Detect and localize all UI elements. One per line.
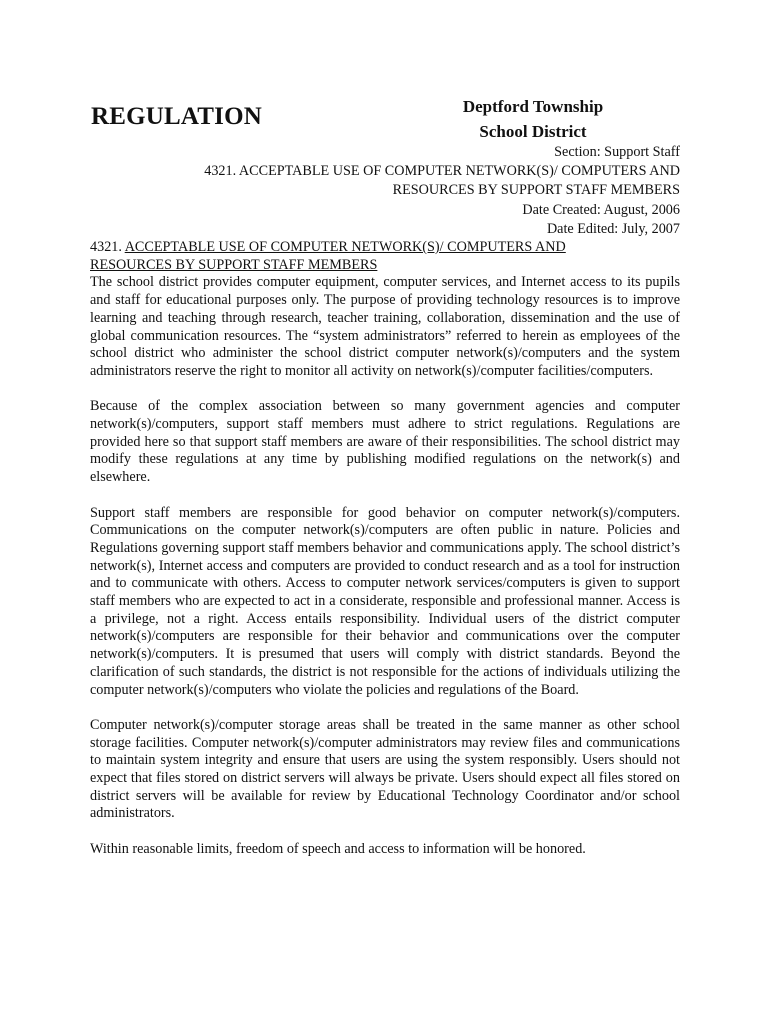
paragraph: Computer network(s)/computer storage areas shall be treated in the same manner as other school storage facilities. Computer network(s)/computer administrators may review files and communications to maintain system integrity and ensure that users are using the system responsibly. Users should not expect that files stored on district servers will always be private. Users should expect all files stored on district servers will be available for review by Educational Technology Coordinator and/or school administrators. — [90, 716, 680, 822]
section-label: Section: Support Staff — [554, 144, 680, 160]
district-name-line1: Deptford Township — [462, 97, 604, 116]
district-name-line2: School District — [479, 122, 587, 141]
section-heading-line1: ACCEPTABLE USE OF COMPUTER NETWORK(S)/ COMPUTERS AND — [124, 239, 566, 255]
district-name — [440, 94, 626, 144]
section-heading-line2: RESOURCES BY SUPPORT STAFF MEMBERS — [90, 256, 378, 273]
regulation-body — [90, 239, 680, 876]
section-heading-number: 4321. — [90, 239, 125, 255]
paragraph: Within reasonable limits, freedom of speech and access to information will be honored. — [90, 840, 586, 857]
date-created: Date Created: August, 2006 — [522, 201, 680, 218]
policy-title-line1: 4321. ACCEPTABLE USE OF COMPUTER NETWORK(S)/ COMPUTERS AND — [204, 163, 680, 180]
paragraph: Because of the complex association between so many government agencies and computer network(s)/computers, support staff members must adhere to strict regulations. Regulations are provided here so that support staff members are aware of their responsibilities. The school district may modify these regulations at any time by publishing modified regulations on the network(s) and elsewhere. — [90, 398, 680, 486]
policy-title-line2: RESOURCES BY SUPPORT STAFF MEMBERS — [392, 182, 680, 199]
section-heading — [90, 239, 680, 257]
paragraph: Support staff members are responsible for good behavior on computer network(s)/computers. Communications on the computer network(s)/computers are often public in nature. Policies and Regulations governing support staff members behavior and communications apply. The school district’s network(s), Internet access and computers are provided to conduct research and as a tool for instruction and to communicate with others. Access to computer network services/computers is given to support staff members who are expected to act in a considerate, responsible and professional manner. Access is a privilege, not a right. Access entails responsibility. Individual users of the district computer network(s)/computers are responsible for their behavior and communications over the computer network(s)/computers. It is presumed that users will comply with district standards. Beyond the clarification of such standards, the district is not responsible for the actions of individuals utilizing the computer network(s)/computers who violate the policies and regulations of the Board. — [90, 504, 680, 698]
policy-meta — [80, 143, 680, 239]
document-type-title: REGULATION — [91, 103, 263, 130]
date-edited: Date Edited: July, 2007 — [546, 220, 680, 237]
paragraph: The school district provides computer equipment, computer services, and Internet access to its pupils and staff for educational purposes only. The purpose of providing technology resources is to improve learning and teaching through research, teacher training, collaboration, dissemination and the use of global communication resources. The “system administrators” referred to herein as employees of the school district who administer the school district computer network(s)/computers and the system administrators reserve the right to monitor all activity on network(s)/computer facilities/computers. — [90, 274, 680, 379]
section-heading-continued — [90, 257, 680, 275]
